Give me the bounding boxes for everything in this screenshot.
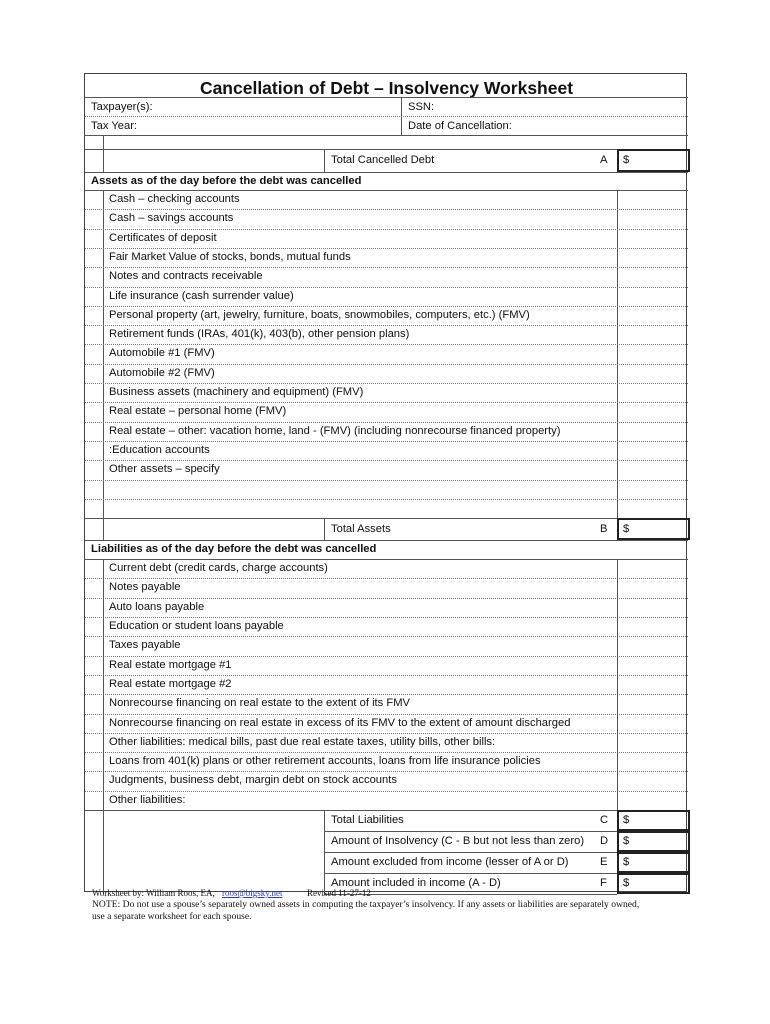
dollar-sign: $ [623, 523, 630, 536]
asset-item-label: Cash – checking accounts [109, 193, 240, 205]
column-divider [103, 135, 104, 172]
column-divider [324, 149, 325, 172]
liability-item-label: Real estate mortgage #2 [109, 677, 232, 690]
footer-email-link[interactable]: roos@bigsky.net [222, 888, 283, 898]
total-assets-label: Total Assets [331, 523, 391, 536]
asset-item-label: Certificates of deposit [109, 231, 217, 244]
total-cancelled-debt-label: Total Cancelled Debt [331, 154, 435, 166]
taxpayer-label: Taxpayer(s): [91, 101, 153, 113]
liability-item-label: Other liabilities: medical bills, past due real estate taxes, utility bills, other bills: [109, 735, 496, 748]
footer-credit: Worksheet by: William Roos, EA, [92, 888, 215, 898]
liability-item-label: Taxes payable [109, 639, 181, 652]
footer-revised: Revised 11-27-12 [307, 888, 371, 898]
liability-item-label: Nonrecourse financing on real estate in excess of its FMV to the extent of amount discharged [109, 716, 571, 729]
asset-item-label: :Education accounts [109, 443, 210, 456]
summary-label-e: Amount excluded from income (lesser of A or D) [331, 856, 569, 868]
line-letter-f: F [600, 877, 607, 889]
line-letter-a: A [600, 154, 608, 166]
line-letter-c: C [600, 814, 609, 826]
dollar-sign: $ [623, 856, 630, 868]
page-title: Cancellation of Debt – Insolvency Worksheet [199, 78, 574, 98]
liability-item-label: Notes payable [109, 581, 181, 594]
line-letter-e: E [600, 856, 608, 868]
liability-item-label: Current debt (credit cards, charge accounts) [109, 562, 328, 575]
dollar-sign: $ [623, 877, 630, 889]
liability-item-label: Real estate mortgage #1 [109, 658, 232, 671]
column-divider [617, 559, 618, 810]
column-divider [617, 190, 618, 518]
summary-label-d: Amount of Insolvency (C - B but not less than zero) [331, 835, 585, 847]
liability-item-label: Other liabilities: [109, 793, 186, 806]
row-divider [85, 135, 688, 136]
column-divider [324, 518, 325, 540]
column-divider [103, 559, 104, 810]
asset-item-label: Cash – savings accounts [109, 212, 234, 225]
column-divider [103, 810, 104, 894]
ssn-label: SSN: [408, 101, 435, 113]
summary-label-f: Amount included in income (A - D) [331, 877, 501, 889]
asset-item-label: Notes and contracts receivable [109, 270, 263, 283]
dollar-sign: $ [623, 154, 630, 166]
row-divider [85, 97, 688, 98]
asset-item-label: Automobile #2 (FMV) [109, 366, 215, 379]
liability-item-label: Loans from 401(k) plans or other retirement accounts, loans from life insurance policies [109, 755, 541, 768]
asset-item-label: Other assets – specify [109, 463, 220, 476]
row-divider [85, 480, 688, 481]
row-divider [85, 518, 688, 519]
tax-year-label: Tax Year: [91, 120, 138, 132]
line-letter-d: D [600, 835, 609, 847]
asset-item-label: Real estate – other: vacation home, land - (FMV) (including nonrecourse financed property) [109, 424, 561, 437]
column-divider [103, 190, 104, 518]
liability-item-label: Judgments, business debt, margin debt on stock accounts [109, 774, 397, 787]
footer-note-line-1: NOTE: Do not use a spouse’s separately owned assets in computing the taxpayer’s insolvency. If any assets or liabilities are separately owned, [92, 899, 640, 910]
liabilities-heading: Liabilities as of the day before the debt was cancelled [91, 543, 377, 556]
dollar-sign: $ [623, 814, 630, 826]
row-divider [85, 116, 688, 117]
liability-item-label: Auto loans payable [109, 600, 205, 613]
footer-note-line-2: use a separate worksheet for each spouse. [92, 911, 252, 922]
asset-item-label: Retirement funds (IRAs, 401(k), 403(b), other pension plans) [109, 328, 410, 341]
dollar-sign: $ [623, 835, 630, 847]
asset-item-label: Personal property (art, jewelry, furniture, boats, snowmobiles, computers, etc.) (FMV) [109, 308, 530, 321]
date-of-cancellation-label: Date of Cancellation: [408, 120, 512, 132]
column-divider [103, 518, 104, 540]
liability-item-label: Education or student loans payable [109, 620, 284, 632]
row-divider [85, 149, 688, 150]
assets-heading: Assets as of the day before the debt was cancelled [91, 175, 362, 187]
asset-item-label: Life insurance (cash surrender value) [109, 289, 294, 302]
worksheet [84, 73, 687, 892]
row-divider [85, 499, 688, 500]
asset-item-label: Fair Market Value of stocks, bonds, mutual funds [109, 250, 351, 263]
asset-item-label: Business assets (machinery and equipment) (FMV) [109, 386, 364, 398]
liability-item-label: Nonrecourse financing on real estate to the extent of its FMV [109, 697, 410, 710]
line-letter-b: B [600, 523, 608, 536]
asset-item-label: Real estate – personal home (FMV) [109, 405, 287, 418]
summary-label-c: Total Liabilities [331, 814, 404, 826]
asset-item-label: Automobile #1 (FMV) [109, 347, 215, 360]
